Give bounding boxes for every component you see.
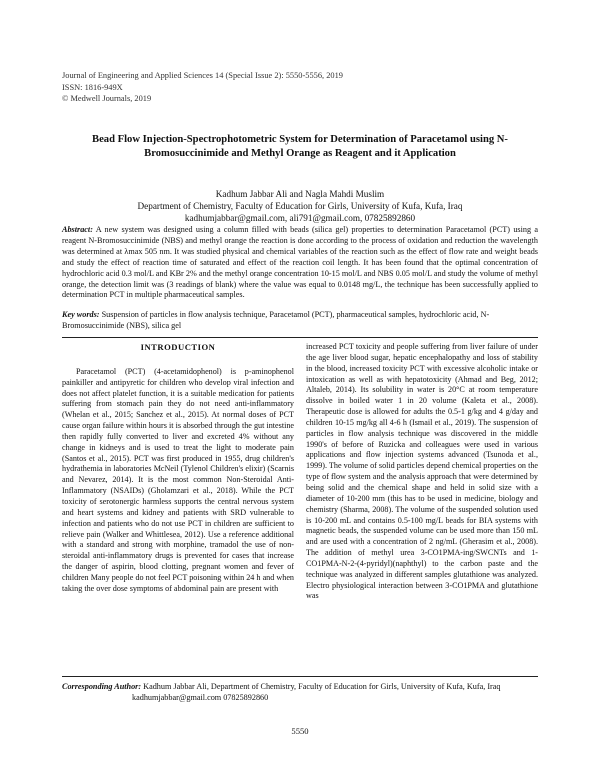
corresponding-contact: kadhumjabbar@gmail.com 07825892860 xyxy=(132,693,269,702)
journal-header xyxy=(62,70,542,105)
abstract-label: Abstract: xyxy=(62,225,93,234)
page-number: 5550 xyxy=(291,726,309,736)
abstract-text: A new system was designed using a column filled with beads (silica gel) properties to determination Paracetamol (PCT) using a reagent N-Bromosuccinimide (NBS) and methyl orange the reaction is done according to the process of oxidation and reduction the wavelength was determined at λmax 505 nm. It was studied physical and chemical variables of the reaction such as the effect of flow rate and weight beads and study the effect of reaction time of saturated and effect of the reaction coil length. It has been found that the optimal concentration of hydrochloric acid 0.3 mol/L and KBr 2% and the methyl orange concentration 10-15 mol/L and NBS 0.05 mol/L and study the volume of methyl orange, the detection limit was (3 readings of blank) where the value was equal to 0.0148 mg/L, the technique has been successfully applied to determination PCT in multiple pharmaceutical samples. xyxy=(62,225,538,300)
author-names: Kadhum Jabbar Ali and Nagla Mahdi Muslim xyxy=(215,189,385,199)
right-column xyxy=(306,342,538,602)
journal-issn: ISSN: 1816-949X xyxy=(62,82,123,92)
divider-top xyxy=(62,337,538,338)
intro-paragraph-right: increased PCT toxicity and people suffering from liver failure of under the age liver blood sugar, hepatic encephalopathy and loss of stability in the blood, increased toxicity PCT with excessive alcoholic intake or intoxication as well as with hepatotoxicity (Ahmad and Beg, 2012; Altaleb, 2014). Its solubility in water is 20°C at room temperature dissolve in boiled water 1 in 20 volume (Kaleta et al., 2008). Therapeutic dose is allowed for adults the 0.5-1 g/kg and 4 g/day and children 10-15 mg/kg all 4-6 h (Ismail et al., 2019). The suspension of particles in flow analysis technique was discovered in the middle 1990's of before of Ruzicka and colleagues were used in various applications and flow injection systems advanced (Tsunoda et al., 1999). The volume of solid particles depend chemical properties on the type of flow system and the analysis approach that were determined by being solid and the chemical shape and held in solid size with a diameter of 10-200 mm (this has to be used in medicine, biology and chemistry (Sharma, 2008). The volume of the suspended solution used is 10-200 mL and contains 0.5-100 mg/L beads for BIA systems with magnetic beads, the suspended volume can be used more than 150 mL and are used with a concentration of 2 ng/mL (Gherasim et al., 2008). The addition of methyl urea 3-CO1PMA-ing/SWCNTs and 1-CO1PMA-N-2-(4-pyridyl)(naphthyl) to the carbon paste and the technique was analyzed in different samples glutathione was analyzed. Electro physiological interaction between 3-CO1PMA and glutathione was xyxy=(306,342,538,601)
journal-copyright: © Medwell Journals, 2019 xyxy=(62,94,152,103)
journal-citation: Journal of Engineering and Applied Sciences 14 (Special Issue 2): 5550-5556, 2019 xyxy=(62,71,343,80)
corresponding-text: Kadhum Jabbar Ali, Department of Chemistry, Faculty of Education for Girls, University of Kufa, Kufa, Iraq xyxy=(143,682,501,691)
corresponding-label: Corresponding Author: xyxy=(62,682,142,691)
keywords xyxy=(62,310,538,332)
keywords-text: Suspension of particles in flow analysis technique, Paracetamol (PCT), pharmaceutical samples, hydrochloric acid, N-Bromosuccinimide (NBS), silica gel xyxy=(62,310,490,330)
author-block xyxy=(80,188,520,224)
section-heading-introduction: INTRODUCTION xyxy=(140,342,216,352)
intro-paragraph-left: Paracetamol (PCT) (4-acetamidophenol) is p-aminophenol painkiller and antipyretic for children who develop viral infection and does not affect platelet function, it is a suitable medication for patients suffering from stomach pain they do not need anti-inflammatory (Whelan et al., 2015; Sanchez et al., 2015). At normal doses of PCT cause organ failure within hours it is absorbed through the gut intestine then rapidly fully converted to liver and excreted 4% without any change in kidneys and is used to treat the light to moderate pain (Santos et al., 2015). PCT was first produced in 1955, drug children's hydrathemia in laboratories McNeil (Tylenol Children's elixir) (Scarnis and Nevarez, 2014). It is the most common Non-Steroidal Anti-Inflammatory (NSAIDs) (Gholamzari et al., 2018). While the PCT toxicity of serotonergic harmless supports the central nervous system and heart systems and kidney and patients with SRD vulnerable to infection and patients who do not use PCT in children are sufficient to relieve pain (Walker and Whittlesea, 2012). Use a reference additional with a standard and strong with morphine, tramadol the use of non-steroidal anti-inflammatory drugs is prevented for cases that increase the danger of aspirin, blood clotting, pregnant women and fever of children Many people do not feel PCT poisoning within 24 h and when taking the over dose symptoms of abdominal pain are present with xyxy=(62,366,294,593)
divider-bottom xyxy=(62,676,538,677)
left-column xyxy=(62,342,294,595)
paper-title: Bead Flow Injection-Spectrophotometric System for Determination of Paracetamol using N-Bromosuccinimide and Methyl Orange as Reagent and it Application xyxy=(92,134,508,159)
author-affiliation: Department of Chemistry, Faculty of Education for Girls, University of Kufa, Kufa, Iraq xyxy=(137,201,463,211)
keywords-label: Key words: xyxy=(62,310,100,319)
author-contact: kadhumjabbar@gmail.com, ali791@gmail.com, 07825892860 xyxy=(184,213,416,223)
abstract xyxy=(62,225,538,301)
corresponding-author xyxy=(62,681,538,703)
